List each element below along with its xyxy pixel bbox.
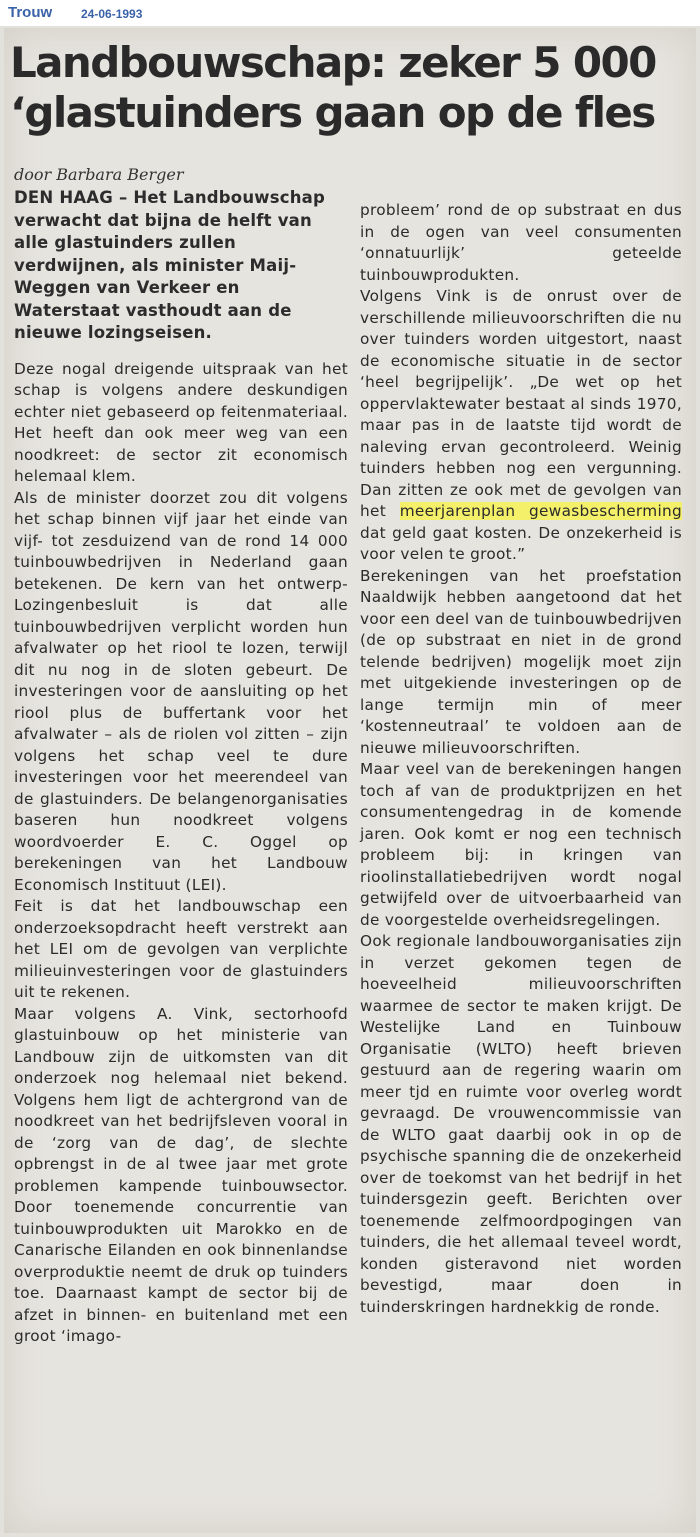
publication-date: 24-06-1993 <box>81 7 143 21</box>
paragraph: Feit is dat het landbouwschap een onderzoeksopdracht heeft verstrekt aan het LEI om de gevolgen van verplichte milieuinvesteringen voor de glastuinders uit te rekenen. <box>14 897 348 1001</box>
article-column-right <box>360 200 682 1318</box>
paragraph: Deze nogal dreigende uitspraak van het schap is volgens andere deskundigen echter niet gebaseerd op feitenmateriaal. Het heeft dan ook meer weg van een noodkreet: de sector zit economisch helemaal klem. <box>14 359 348 485</box>
headline-line-1: Landbouwschap: zeker 5 000 <box>10 38 656 87</box>
source-bar <box>0 0 700 26</box>
article-headline <box>10 38 694 138</box>
paragraph-with-highlight <box>360 286 682 566</box>
highlighted-term: meerjarenplan gewasbescherming <box>399 502 682 520</box>
byline: door Barbara Berger <box>14 165 184 184</box>
paragraph: Maar volgens A. Vink, sectorhoofd glastuinbouw op het ministerie van Landbouw zijn de uitkomsten van dit onderzoek nog helemaal niet bekend. Volgens hem ligt de achtergrond van de noodkreet van het bedrijfsleven vooral in de ‘zorg van de dag’, de slechte opbrengst in de al twee jaar met grote problemen kampende tuinbouwsector. Door toenemende concurrentie van tuinbouwprodukten uit Marokko en de Canarische Eilanden en ook binnenlandse overproduktie neemt de druk op tuinders toe. Daarnaast kampt de sector bij de afzet in binnen- en buitenland met een groot ‘imago- <box>14 1004 348 1345</box>
article-lead: DEN HAAG – Het Landbouwschap verwacht dat bijna de helft van alle glastuinders zullen verdwijnen, als minister Maij-Weggen van Verkeer en Waterstaat vasthoudt aan de nieuwe lozingseisen. <box>14 188 326 342</box>
article-column-left <box>14 165 348 1348</box>
paragraph-text-end: dat geld gaat kosten. De onzekerheid is voor velen te groot.” <box>360 523 682 563</box>
paragraph-text: Volgens Vink is de onrust over de verschillende milieuvoorschriften die nu over tuinders worden uitgestort, naast de economische situatie in de sector ‘heel begrijpelijk’. „De wet op het oppervlaktewater bestaat al sinds 1970, maar pas in de laatste tijd wordt de naleving ervan gecontroleerd. Weinig tuinders hebben nog een vergunning. Dan zitten ze ook met de gevolgen van het <box>360 287 682 520</box>
paragraph: Maar veel van de berekeningen hangen toch af van de produktprijzen en het consumentengedrag in de komende jaren. Ook komt er nog een technisch probleem bij: in kringen van rioolinstallatiebedrijven wordt nogal getwijfeld over de uitvoerbaarheid van de voorgestelde overheidsregelingen. <box>360 760 682 929</box>
paragraph: probleem’ rond de op substraat en dus in de ogen van veel consumenten ‘onnatuurlijk’ geteelde tuinbouwprodukten. <box>360 201 682 284</box>
paragraph: Als de minister doorzet zou dit volgens het schap binnen vijf jaar het einde van vijf- tot zesduizend van de rond 14 000 tuinbouwbedrijven in Nederland gaan betekenen. De kern van het ontwerp-Lozingenbesluit is dat alle tuinbouwbedrijven verplicht worden hun afvalwater op het riool te lozen, terwijl dit nu nog in de sloten gebeurt. De investeringen voor de aansluiting op het riool plus de buffertank voor het afvalwater – als de riolen vol zitten – zijn volgens het schap veel te dure investeringen voor het meerendeel van de glastuinders. De belangenorganisaties baseren hun noodkreet volgens woordvoerder E. C. Oggel op berekeningen van het Landbouw Economisch Instituut (LEI). <box>14 488 348 894</box>
paragraph: Berekeningen van het proefstation Naaldwijk hebben aangetoond dat het voor een deel van de tuinbouwbedrijven (de op substraat en niet in de grond telende bedrijven) mogelijk moet zijn met uitgekiende investeringen op de lange termijn min of meer ‘kostenneutraal’ te voldoen aan de nieuwe milieuvoorschriften. <box>360 566 682 757</box>
headline-line-2: ‘glastuinders gaan op de fles <box>10 88 655 137</box>
newspaper-name: Trouw <box>8 4 53 21</box>
paragraph: Ook regionale landbouworganisaties zijn in verzet gekomen tegen de hoeveelheid milieuvoorschriften waarmee de sector te maken krijgt. De Westelijke Land en Tuinbouw Organisatie (WLTO) heeft brieven gestuurd aan de regering waarin om meer tjd en ruimte voor overleg wordt gevraagd. De vrouwencommissie van de WLTO gaat daarbij ook in op de psychische spanning die de onzekerheid over de toekomst van het bedrijf in het tuindersgezin geeft. Berichten over toenemende zelfmoordpogingen van tuinders, die het allemaal teveel wordt, konden gisteravond niet worden bevestigd, maar doen in tuinderskringen hardnekkig de ronde. <box>360 932 682 1316</box>
